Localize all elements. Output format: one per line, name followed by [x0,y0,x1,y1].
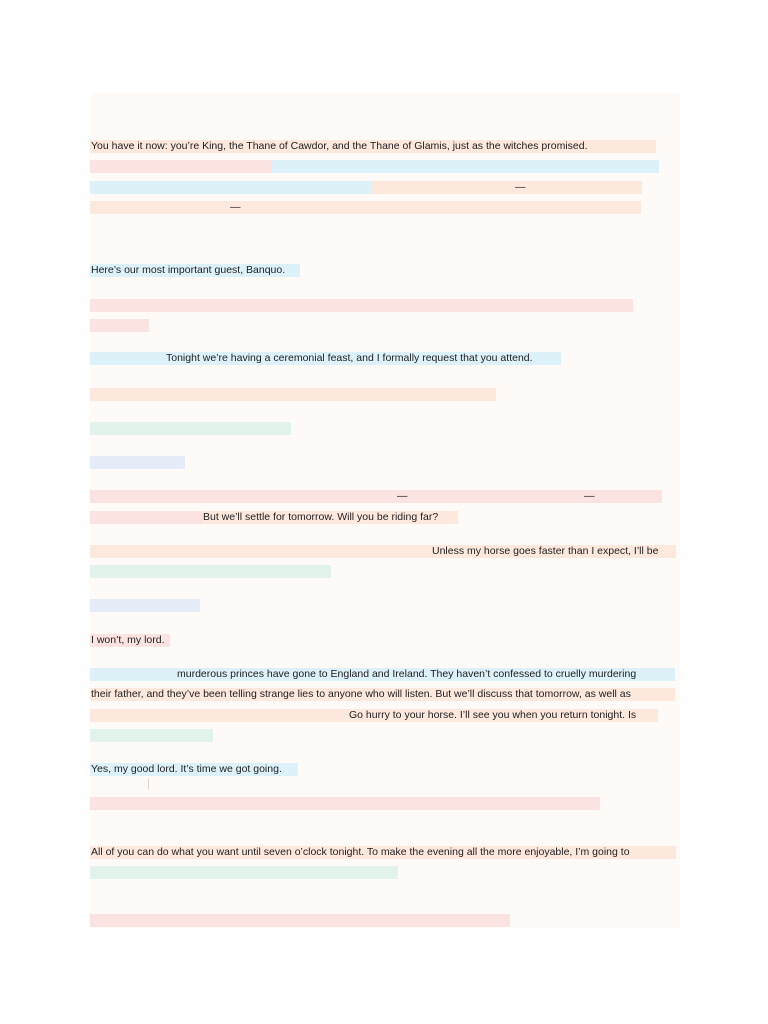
text-line: All of you can do what you want until seven o’clock tonight. To make the evening all the more enjoyable, I’m going to [91,846,630,858]
text-line: Go hurry to your horse. I’ll see you when you return tonight. Is [349,709,637,721]
text-line: You have it now: you’re King, the Thane of Cawdor, and the Thane of Glamis, just as the witches promised. [91,140,588,152]
highlight-bar [90,319,149,332]
text-line: Here’s our most important guest, Banquo. [91,264,286,276]
highlight-bar [90,299,633,312]
highlight-bar [90,565,331,578]
highlight-bar [90,511,202,524]
em-dash: — [584,490,595,502]
text-line: I won’t, my lord. [91,634,165,646]
highlight-bar [90,729,213,742]
highlight-bar [90,914,510,927]
highlight-bar [90,599,200,612]
highlight-bar [90,388,496,401]
highlight-bar [90,797,600,810]
text-line: Unless my horse goes faster than I expect, I’ll be [432,545,659,557]
cursor-mark [148,778,149,790]
text-line: But we’ll settle for tomorrow. Will you be riding far? [203,511,439,523]
text-line: Tonight we’re having a ceremonial feast, and I formally request that you attend. [166,352,533,364]
highlight-bar [90,456,185,469]
text-line: Yes, my good lord. It’s time we got going. [91,763,282,775]
highlight-bar [90,866,398,879]
highlight-bar [90,181,371,194]
highlight-bar [371,181,642,194]
em-dash: — [397,490,408,502]
highlight-bar [90,422,291,435]
em-dash: — [515,181,526,193]
highlight-bar [90,160,272,173]
text-line: murderous princes have gone to England and Ireland. They haven’t confessed to cruelly murdering [177,668,637,680]
text-line: their father, and they’ve been telling strange lies to anyone who will listen. But we’ll discuss that tomorrow, as well as [91,688,631,700]
highlight-bar [90,490,662,503]
highlight-bar [272,160,659,173]
highlight-bar [90,201,641,214]
em-dash: — [230,201,241,213]
